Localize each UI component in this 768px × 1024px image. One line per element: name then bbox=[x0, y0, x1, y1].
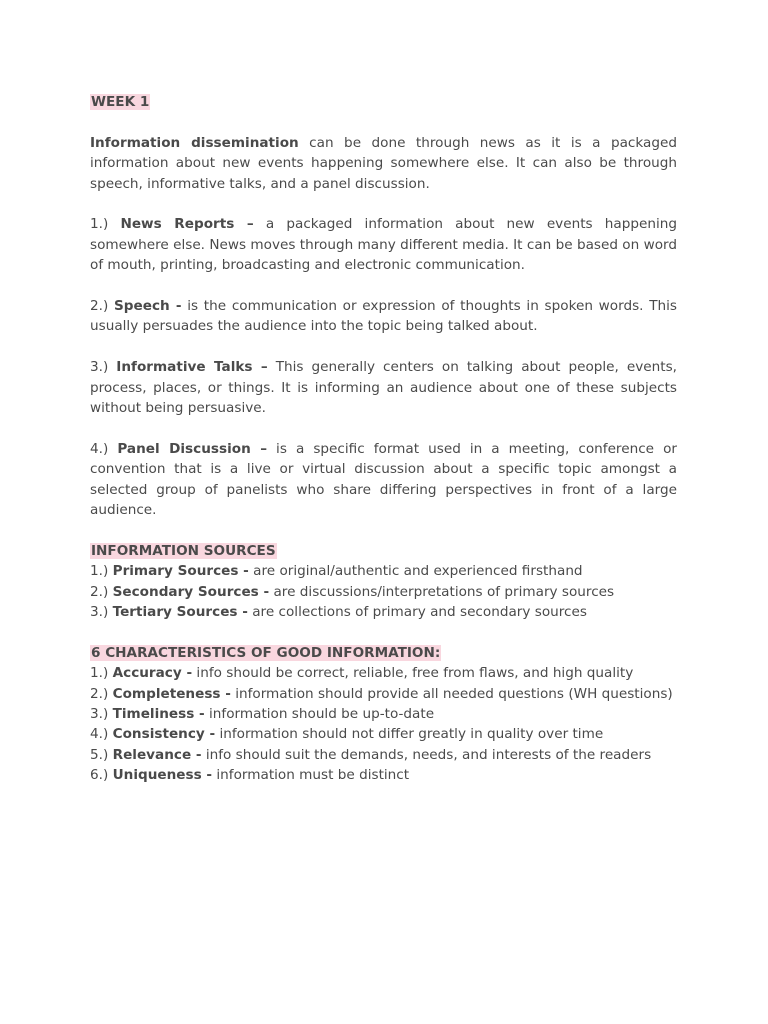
item-number: 2.) bbox=[90, 298, 114, 315]
characteristic-consistency bbox=[90, 724, 677, 744]
item-number: 5.) bbox=[90, 746, 113, 763]
item-news-reports bbox=[90, 214, 677, 275]
characteristics-heading: 6 CHARACTERISTICS OF GOOD INFORMATION: bbox=[91, 644, 441, 661]
item-text: are collections of primary and secondary sources bbox=[247, 604, 587, 621]
week-heading: WEEK 1 bbox=[91, 94, 150, 110]
item-number: 3.) bbox=[90, 706, 113, 723]
source-item-tertiary bbox=[90, 602, 677, 622]
item-text: a packaged information about new events happening somewhere else. News moves through many different media. It can be based on word of mouth, printing, broadcasting and electronic communication. bbox=[90, 216, 677, 274]
item-term: Speech - bbox=[114, 298, 182, 315]
item-number: 4.) bbox=[90, 726, 113, 743]
item-number: 3.) bbox=[90, 604, 113, 621]
intro-text: can be done through news as it is a packaged information about new events happening somewhere else. It can also be through speech, informative talks, and a panel discussion. bbox=[90, 134, 677, 192]
sources-heading-line bbox=[90, 541, 677, 561]
sources-heading: INFORMATION SOURCES bbox=[91, 542, 276, 559]
intro-paragraph bbox=[90, 133, 677, 194]
item-text: information must be distinct bbox=[212, 767, 410, 784]
item-term: Primary Sources - bbox=[112, 563, 249, 580]
characteristic-timeliness bbox=[90, 704, 677, 724]
item-number: 1.) bbox=[90, 216, 121, 233]
item-text: information should not differ greatly in quality over time bbox=[215, 726, 604, 743]
item-term: Secondary Sources - bbox=[112, 583, 270, 600]
item-text: is the communication or expression of thoughts in spoken words. This usually persuades the audience into the topic being talked about. bbox=[90, 298, 677, 335]
document-page bbox=[90, 92, 677, 786]
characteristic-uniqueness bbox=[90, 765, 677, 785]
item-text: information should be up-to-date bbox=[204, 706, 435, 723]
item-panel-discussion bbox=[90, 439, 677, 521]
item-text: This generally centers on talking about people, events, process, places, or things. It is informing an audience about one of these subjects without being persuasive. bbox=[90, 359, 677, 417]
item-number: 1.) bbox=[90, 665, 113, 682]
source-item-secondary bbox=[90, 582, 677, 602]
item-text: are discussions/interpretations of primary sources bbox=[269, 583, 615, 600]
item-informative-talks bbox=[90, 357, 677, 418]
item-number: 1.) bbox=[90, 563, 113, 580]
characteristic-completeness bbox=[90, 684, 677, 704]
item-term: Uniqueness - bbox=[112, 767, 213, 784]
week-heading-line bbox=[90, 92, 677, 112]
item-number: 6.) bbox=[90, 767, 113, 784]
item-term: Completeness - bbox=[112, 685, 231, 702]
item-term: Timeliness - bbox=[112, 706, 205, 723]
item-number: 2.) bbox=[90, 583, 113, 600]
item-term: Consistency - bbox=[112, 726, 216, 743]
item-number: 4.) bbox=[90, 440, 118, 457]
item-speech bbox=[90, 296, 677, 337]
item-term: Relevance - bbox=[112, 746, 202, 763]
item-text: are original/authentic and experienced firsthand bbox=[248, 563, 583, 580]
item-text: info should suit the demands, needs, and interests of the readers bbox=[201, 746, 652, 763]
item-term: Tertiary Sources - bbox=[112, 604, 248, 621]
item-term: Informative Talks – bbox=[116, 359, 268, 376]
item-text: info should be correct, reliable, free from flaws, and high quality bbox=[192, 665, 634, 682]
characteristics-heading-line bbox=[90, 643, 677, 663]
characteristic-accuracy bbox=[90, 663, 677, 683]
item-term: News Reports – bbox=[120, 216, 254, 233]
item-number: 2.) bbox=[90, 685, 113, 702]
item-text: information should provide all needed questions (WH questions) bbox=[230, 685, 673, 702]
item-text: is a specific format used in a meeting, conference or convention that is a live or virtual discussion about a specific topic amongst a selected group of panelists who share differing perspectives in front of a large audience. bbox=[90, 440, 677, 519]
intro-term: Information dissemination bbox=[90, 134, 299, 151]
characteristic-relevance bbox=[90, 745, 677, 765]
item-number: 3.) bbox=[90, 359, 117, 376]
item-term: Panel Discussion – bbox=[117, 440, 267, 457]
item-term: Accuracy - bbox=[112, 665, 193, 682]
source-item-primary bbox=[90, 561, 677, 581]
